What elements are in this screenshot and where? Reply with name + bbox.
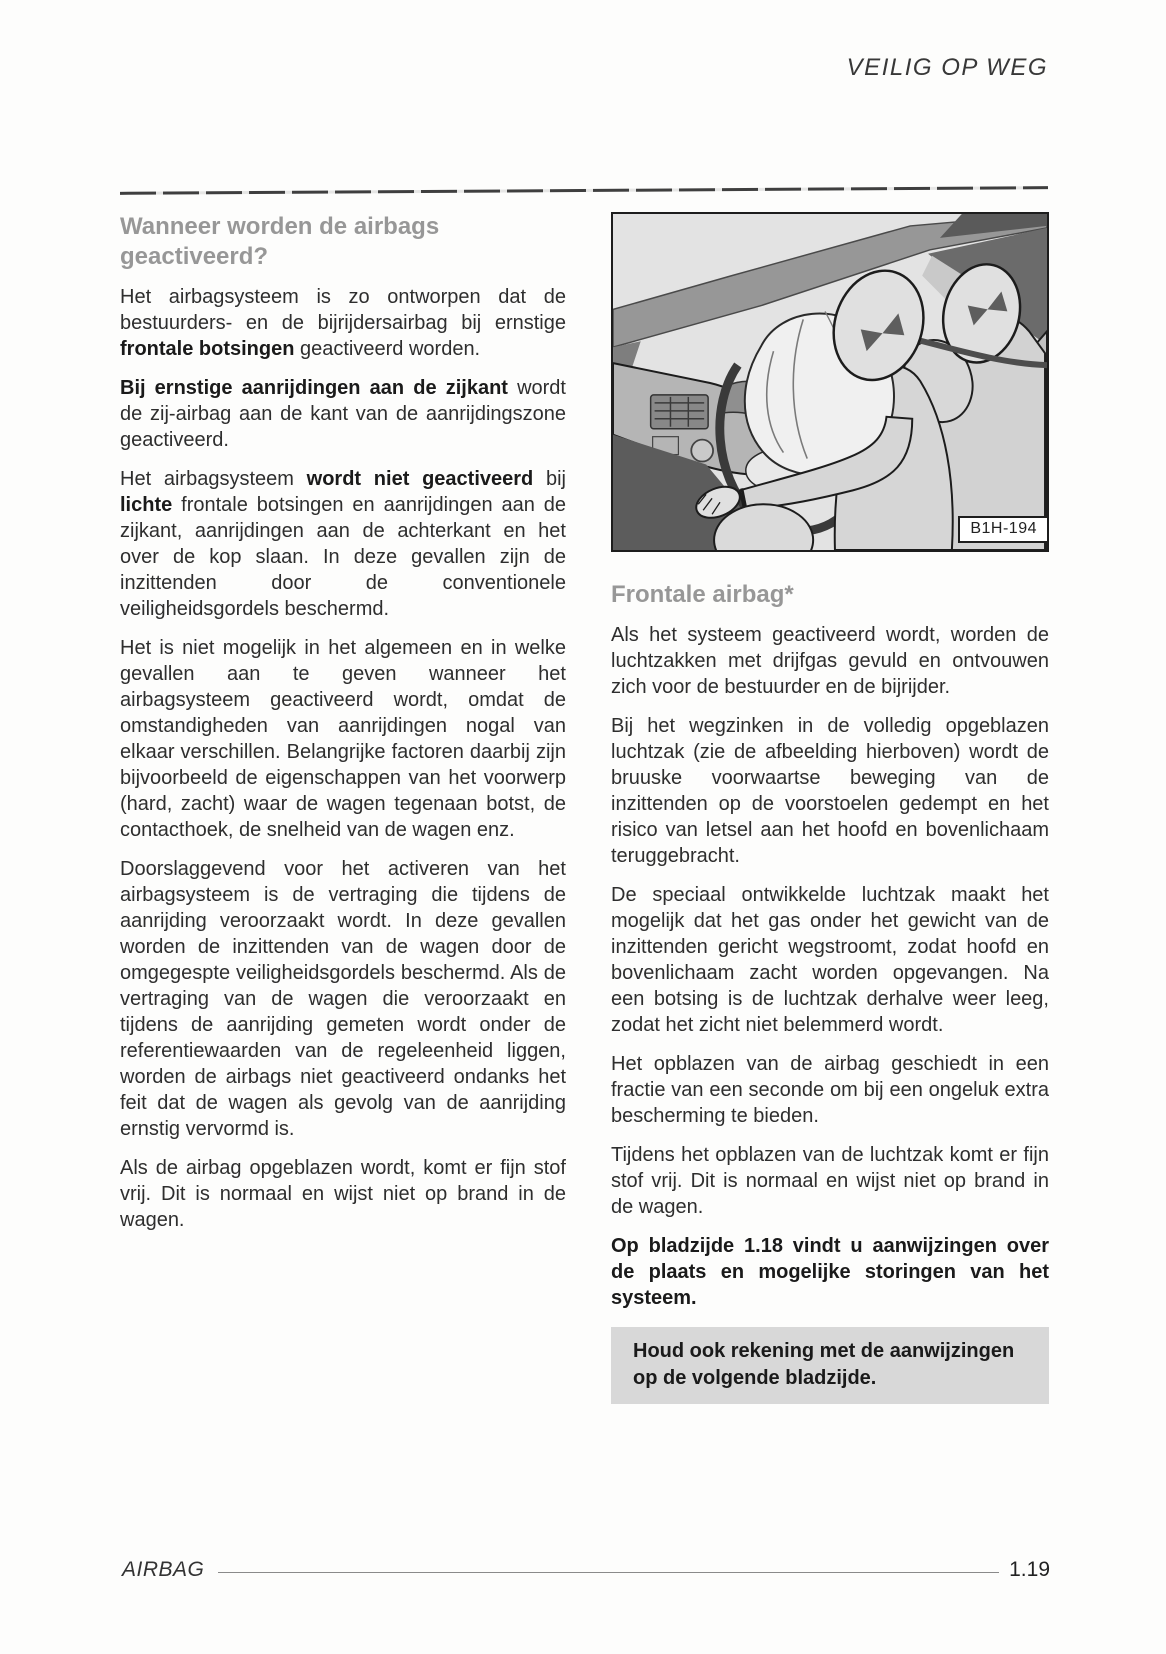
figure-label: B1H-194 bbox=[958, 516, 1047, 543]
footer-chapter-label: AIRBAG bbox=[122, 1558, 205, 1581]
airbag-figure bbox=[611, 212, 1049, 552]
paragraph: Het airbagsysteem wordt niet geactiveerd bij lichte frontale botsingen en aanrijdingen aan de zijkant, aanrijdingen aan de achterkant en het over de kop slaan. In deze gevallen zijn de inzittenden door de conventionele veiligheidsgordels beschermd. bbox=[120, 468, 567, 620]
paragraph: Op bladzijde 1.18 vindt u aanwijzingen over de plaats en mogelijke storingen van het systeem. bbox=[611, 1235, 1049, 1309]
paragraph: Tijdens het opblazen van de luchtzak komt er fijn stof vrij. Dit is normaal en wijst niet op brand in de wagen. bbox=[611, 1144, 1049, 1218]
paragraph: Het is niet mogelijk in het algemeen en in welke gevallen aan te geven wanneer het airbagsysteem geactiveerd wordt, omdat de omstandigheden van aanrijdingen nogal van elkaar verschillen. Belangrijke factoren daarbij zijn bijvoorbeeld de eigenschappen van het voorwerp (hard, zacht) waar de wagen tegenaan botst, de contacthoek, de snelheid van de wagen enz. bbox=[120, 637, 566, 841]
page-footer bbox=[122, 1558, 1050, 1582]
right-column-paragraphs bbox=[611, 622, 1049, 1311]
page-header: VEILIG OP WEG bbox=[846, 54, 1048, 81]
paragraph: Bij het wegzinken in de volledig opgeblazen luchtzak (zie de afbeelding hierboven) wordt de bruuske voorwaartse beweging van de inzittenden op de voorstoelen gedempt en het risico van letsel aan het hoofd en bovenlichaam teruggebracht. bbox=[611, 715, 1049, 867]
paragraph: Doorslaggevend voor het activeren van het airbagsysteem is de vertraging die tijdens de aanrijding veroorzaakt wordt. In deze gevallen worden de inzittenden van de wagen door de omgegespte veiligheidsgordels beschermd. Als de vertraging van de wagen die veroorzaakt en tijdens de aanrijding gemeten wordt onder de referentiewaarden van de regeleenheid liggen, worden de airbags niet geactiveerd ondanks het feit dat de wagen als gevolg van de aanrijding ernstig vervormd is. bbox=[120, 858, 566, 1140]
paragraph: De speciaal ontwikkelde luchtzak maakt het mogelijk dat het gas onder het gewicht van de inzittenden gericht wegstroomt, zodat hoofd en bovenlichaam zacht worden opgevangen. Na een botsing is de luchtzak derhalve weer leeg, zodat het zicht niet belemmerd wordt. bbox=[611, 884, 1049, 1036]
left-column-paragraphs bbox=[120, 284, 566, 1233]
top-rule bbox=[120, 186, 1048, 195]
note-box: Houd ook rekening met de aanwijzingen op de volgende bladzijde. bbox=[611, 1327, 1049, 1404]
paragraph: Als de airbag opgeblazen wordt, komt er fijn stof vrij. Dit is normaal en wijst niet op brand in de wagen. bbox=[120, 1157, 566, 1231]
paragraph: Het airbagsysteem is zo ontworpen dat de bestuurders- en de bijrijdersairbag bij ernstige frontale botsingen geactiveerd worden. bbox=[120, 286, 566, 360]
paragraph: Het opblazen van de airbag geschiedt in een fractie van een seconde om bij een ongeluk extra bescherming te bieden. bbox=[611, 1053, 1049, 1127]
left-section-heading: Wanneer worden de airbags geactiveerd? bbox=[120, 213, 440, 270]
right-column bbox=[611, 212, 1049, 1404]
footer-rule bbox=[218, 1572, 999, 1573]
car-illustration bbox=[613, 214, 1047, 550]
paragraph: Bij ernstige aanrijdingen aan de zijkant wordt de zij-airbag aan de kant van de aanrijdingszone geactiveerd. bbox=[120, 377, 566, 451]
page-number: 1.19 bbox=[1009, 1558, 1050, 1581]
paragraph: Als het systeem geactiveerd wordt, worden de luchtzakken met drijfgas gevuld en ontvouwen zich voor de bestuurder en de bijrijder. bbox=[611, 624, 1049, 698]
air-vent bbox=[651, 395, 708, 429]
dash-knob bbox=[691, 440, 713, 462]
left-column bbox=[120, 212, 566, 1246]
right-section-heading: Frontale airbag* bbox=[611, 581, 794, 608]
